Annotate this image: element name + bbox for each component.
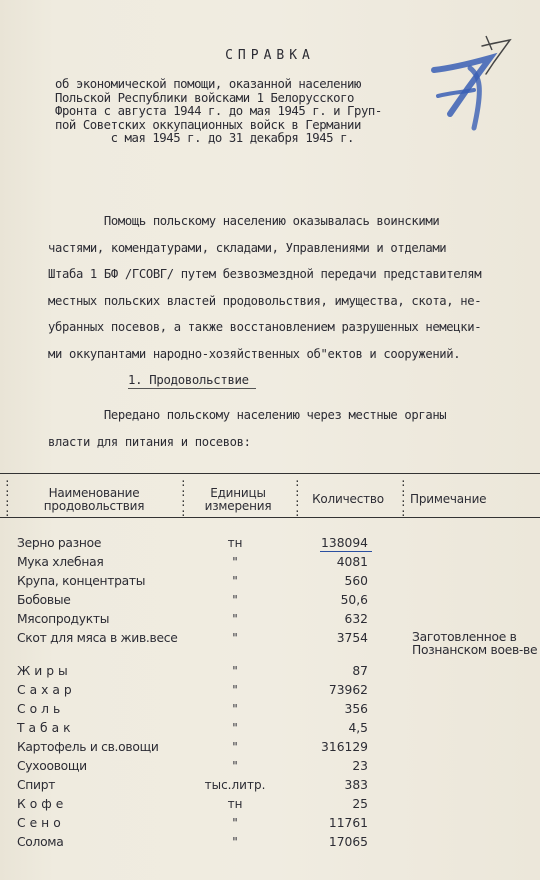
document-title: СПРАВКА [225,48,315,63]
table-row [0,574,540,593]
table-row [0,835,540,854]
table-row [0,778,540,797]
row-name: Солома [17,835,64,849]
row-quantity: 73962 [328,683,368,697]
row-unit: тн [227,536,243,550]
row-quantity: 4,5 [348,721,368,735]
row-unit: " [232,574,238,588]
row-quantity: 138094 [321,536,368,550]
column-separator: : : : : [294,476,301,519]
column-separator: : : : : [180,476,187,519]
row-name: Жиры [17,664,72,678]
table-top-rule [0,473,540,474]
header-quantity: Количество [312,492,384,506]
row-unit: " [232,740,238,754]
table-row [0,721,540,740]
row-name: Спирт [17,778,56,792]
table-row [0,630,540,657]
row-name: Скот для мяса в жив.весе [17,631,178,645]
row-name: Сено [17,816,65,830]
column-separator: : : : : [4,476,11,519]
row-quantity: 632 [344,612,368,626]
row-quantity: 383 [344,778,368,792]
row-unit: " [232,664,238,678]
section-heading-underline [128,388,256,389]
section-heading: 1. Продовольствие [128,373,249,387]
header-unit: Единицы измерения [204,486,272,513]
row-unit: " [232,835,238,849]
row-name: Соль [17,702,65,716]
table-row [0,759,540,778]
row-unit: " [232,683,238,697]
row-quantity: 11761 [328,816,368,830]
row-name: Картофель и св.овощи [17,740,159,754]
row-unit: тыс.литр. [204,778,266,792]
row-name: Мясопродукты [17,612,110,626]
row-unit: " [232,702,238,716]
handwritten-folio-number [428,30,512,140]
row-quantity: 3754 [336,631,368,645]
row-unit: " [232,816,238,830]
row-unit: тн [227,797,243,811]
row-name: Крупа, концентраты [17,574,146,588]
handwritten-underline [320,551,372,552]
row-unit: " [232,759,238,773]
header-note: Примечание [410,492,487,506]
table-row [0,536,540,555]
table-row [0,612,540,631]
row-quantity: 23 [352,759,368,773]
table-row [0,702,540,721]
body-paragraph: Помощь польскому населению оказывалась воинскими частями, комендатурами, складами, Управлениями и отделами Штаба 1 БФ /ГСОВГ/ путем безвозмездной передачи представителям местных польских властей продовольствия, имущества, скота, не- убранных посевов, а также восстановлением разрушенных немецки- ми оккупантами народно-хозяйственных об"ектов и сооружений. [48,214,482,361]
row-name: Бобовые [17,593,71,607]
table-row [0,816,540,835]
row-name: Сахар [17,683,76,697]
row-quantity: 560 [344,574,368,588]
table-row [0,593,540,612]
row-name: Мука хлебная [17,555,104,569]
column-separator: : : : : [400,476,407,519]
table-header-rule [0,517,540,518]
row-quantity: 356 [344,702,368,716]
row-name: Кофе [17,797,68,811]
table-row [0,555,540,574]
header-name: Наименование продовольствия [43,486,145,513]
table-row [0,683,540,702]
table-row [0,664,540,683]
section-intro: Передано польскому населению через местные органы власти для питания и посевов: [48,408,447,449]
row-unit: " [232,555,238,569]
row-name: Сухоовощи [17,759,87,773]
row-name: Зерно разное [17,536,102,550]
table-row [0,740,540,759]
table-row [0,797,540,816]
document-subtitle: об экономической помощи, оказанной населению Польской Республики войсками 1 Белорусского Фронта с августа 1944 г. до мая 1945 г. и Груп- пой Советских оккупационных войск в Германии с мая 1945 г. до 31 декабря 1945 г. [55,77,382,146]
row-note: Заготовленное в Познанском воев-ве [412,630,538,657]
row-quantity: 87 [352,664,368,678]
row-name: Табак [17,721,75,735]
row-unit: " [232,631,238,645]
row-quantity: 17065 [328,835,368,849]
row-quantity: 50,6 [340,593,368,607]
row-unit: " [232,612,238,626]
row-quantity: 25 [352,797,368,811]
row-unit: " [232,593,238,607]
row-quantity: 4081 [336,555,368,569]
row-quantity: 316129 [321,740,368,754]
row-unit: " [232,721,238,735]
